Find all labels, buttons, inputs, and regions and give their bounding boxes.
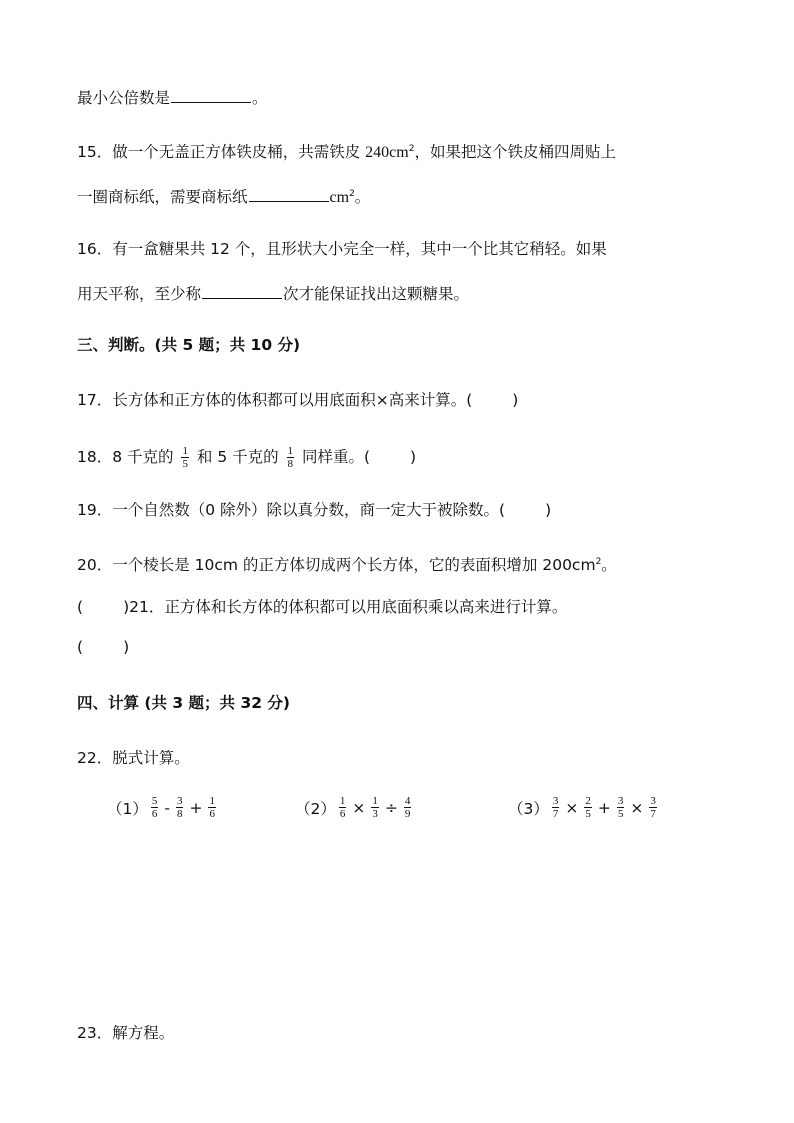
- q20-suffix: 。: [601, 556, 617, 574]
- operator: +: [597, 798, 611, 817]
- q15-suffix: ，如果把这个铁皮桶四周贴上: [414, 143, 616, 161]
- q16-line1: 16．有一盒糖果共 12 个，且形状大小完全一样，其中一个比其它稍轻。如果: [77, 240, 607, 258]
- fraction: [208, 795, 216, 820]
- numerator: 1: [209, 795, 215, 807]
- fraction: [371, 795, 379, 820]
- q18: [77, 445, 416, 470]
- q15-line2: [77, 185, 370, 208]
- q19: [77, 500, 551, 520]
- fraction: [151, 795, 159, 820]
- operator: -: [164, 798, 170, 817]
- denominator: 5: [585, 808, 591, 820]
- operator: ÷: [384, 798, 398, 817]
- numerator: 3: [552, 795, 559, 807]
- q20-open: (: [77, 598, 84, 616]
- denominator: 5: [182, 458, 188, 470]
- denominator: 8: [176, 808, 183, 820]
- q20: [77, 555, 617, 575]
- q19-close: ): [545, 501, 552, 519]
- q21-open: (: [77, 638, 84, 656]
- fraction: [617, 795, 625, 820]
- q16-line2: [77, 282, 469, 304]
- q18-p3: 同样重。(: [301, 448, 371, 466]
- denominator: 3: [372, 808, 378, 820]
- numerator: 2: [585, 795, 591, 807]
- numerator: 3: [650, 795, 656, 807]
- q14-text: 最小公倍数是: [77, 89, 171, 107]
- numerator: 1: [182, 445, 188, 457]
- q20-prefix: 20．一个棱长是 10cm 的正方体切成两个长方体，它的表面积增加 200cm: [77, 556, 596, 574]
- operator: ×: [630, 798, 644, 817]
- denominator: 9: [404, 808, 411, 820]
- fraction: [649, 795, 657, 820]
- expression-1: [107, 795, 219, 820]
- numerator: 5: [151, 795, 158, 807]
- expression-3: [508, 795, 660, 820]
- q14-suffix: 。: [252, 89, 268, 107]
- expression-2: [295, 795, 414, 820]
- fraction: [584, 795, 592, 820]
- numerator: 3: [617, 795, 624, 807]
- denominator: 6: [151, 808, 158, 820]
- operator: ×: [565, 798, 579, 817]
- numerator: 1: [372, 795, 378, 807]
- expression-label: （2）: [295, 799, 336, 818]
- fraction: [404, 795, 412, 820]
- q21-close: ): [123, 638, 130, 656]
- denominator: 6: [209, 808, 215, 820]
- denominator: 7: [552, 808, 559, 820]
- q15-sup: 2: [408, 144, 415, 154]
- q21-text: 21．正方体和长方体的体积都可以用底面积乘以高来进行计算。: [129, 598, 568, 616]
- q15-unit: cm: [389, 144, 409, 161]
- q18-close: ): [410, 448, 417, 466]
- q15-value: 240: [365, 144, 390, 161]
- fraction: [287, 445, 295, 470]
- q15b-prefix: 一圈商标纸，需要商标纸: [77, 188, 248, 206]
- q17-close: ): [512, 391, 519, 409]
- denominator: 5: [617, 808, 624, 820]
- q16b-prefix: 用天平称，至少称: [77, 285, 202, 303]
- q17-text: 17．长方体和正方体的体积都可以用底面积×高来计算。(: [77, 391, 473, 409]
- q15b-suffix: 。: [354, 188, 371, 206]
- numerator: 1: [287, 445, 294, 457]
- q21-line1: [77, 597, 567, 617]
- fraction: [176, 795, 184, 820]
- expression-label: （1）: [107, 799, 148, 818]
- q19-text: 19．一个自然数（0 除外）除以真分数，商一定大于被除数。(: [77, 501, 506, 519]
- q15b-unit: cm: [329, 189, 350, 206]
- fraction: [339, 795, 347, 820]
- answer-blank[interactable]: [171, 86, 251, 103]
- q21-line2: [77, 637, 129, 657]
- q17: [77, 390, 518, 410]
- section-4-heading: 四、计算 (共 3 题；共 32 分): [77, 694, 291, 712]
- q15-prefix: 15．做一个无盖正方体铁皮桶，共需铁皮: [77, 143, 366, 161]
- q18-p1: 18．8 千克的: [77, 448, 174, 466]
- q22: 22．脱式计算。: [77, 749, 190, 767]
- fraction: [181, 445, 189, 470]
- q15b-sup: 2: [349, 189, 355, 199]
- q14-continuation: [77, 86, 268, 108]
- q20-close: ): [123, 598, 130, 616]
- answer-blank[interactable]: [202, 282, 282, 299]
- q23: 23．解方程。: [77, 1024, 175, 1042]
- denominator: 7: [650, 808, 656, 820]
- numerator: 3: [176, 795, 183, 807]
- q20-sup: 2: [595, 557, 602, 567]
- section-3-heading: 三、判断。(共 5 题；共 10 分): [77, 336, 301, 354]
- numerator: 1: [339, 795, 346, 807]
- q15-line1: [77, 142, 616, 163]
- q16b-suffix: 次才能保证找出这颗糖果。: [283, 285, 470, 303]
- answer-blank[interactable]: [249, 185, 329, 202]
- fraction: [552, 795, 560, 820]
- denominator: 8: [287, 458, 294, 470]
- operator: +: [189, 798, 203, 817]
- numerator: 4: [404, 795, 411, 807]
- operator: ×: [352, 798, 366, 817]
- denominator: 6: [339, 808, 346, 820]
- q18-p2: 和 5 千克的: [196, 448, 279, 466]
- expression-label: （3）: [508, 799, 549, 818]
